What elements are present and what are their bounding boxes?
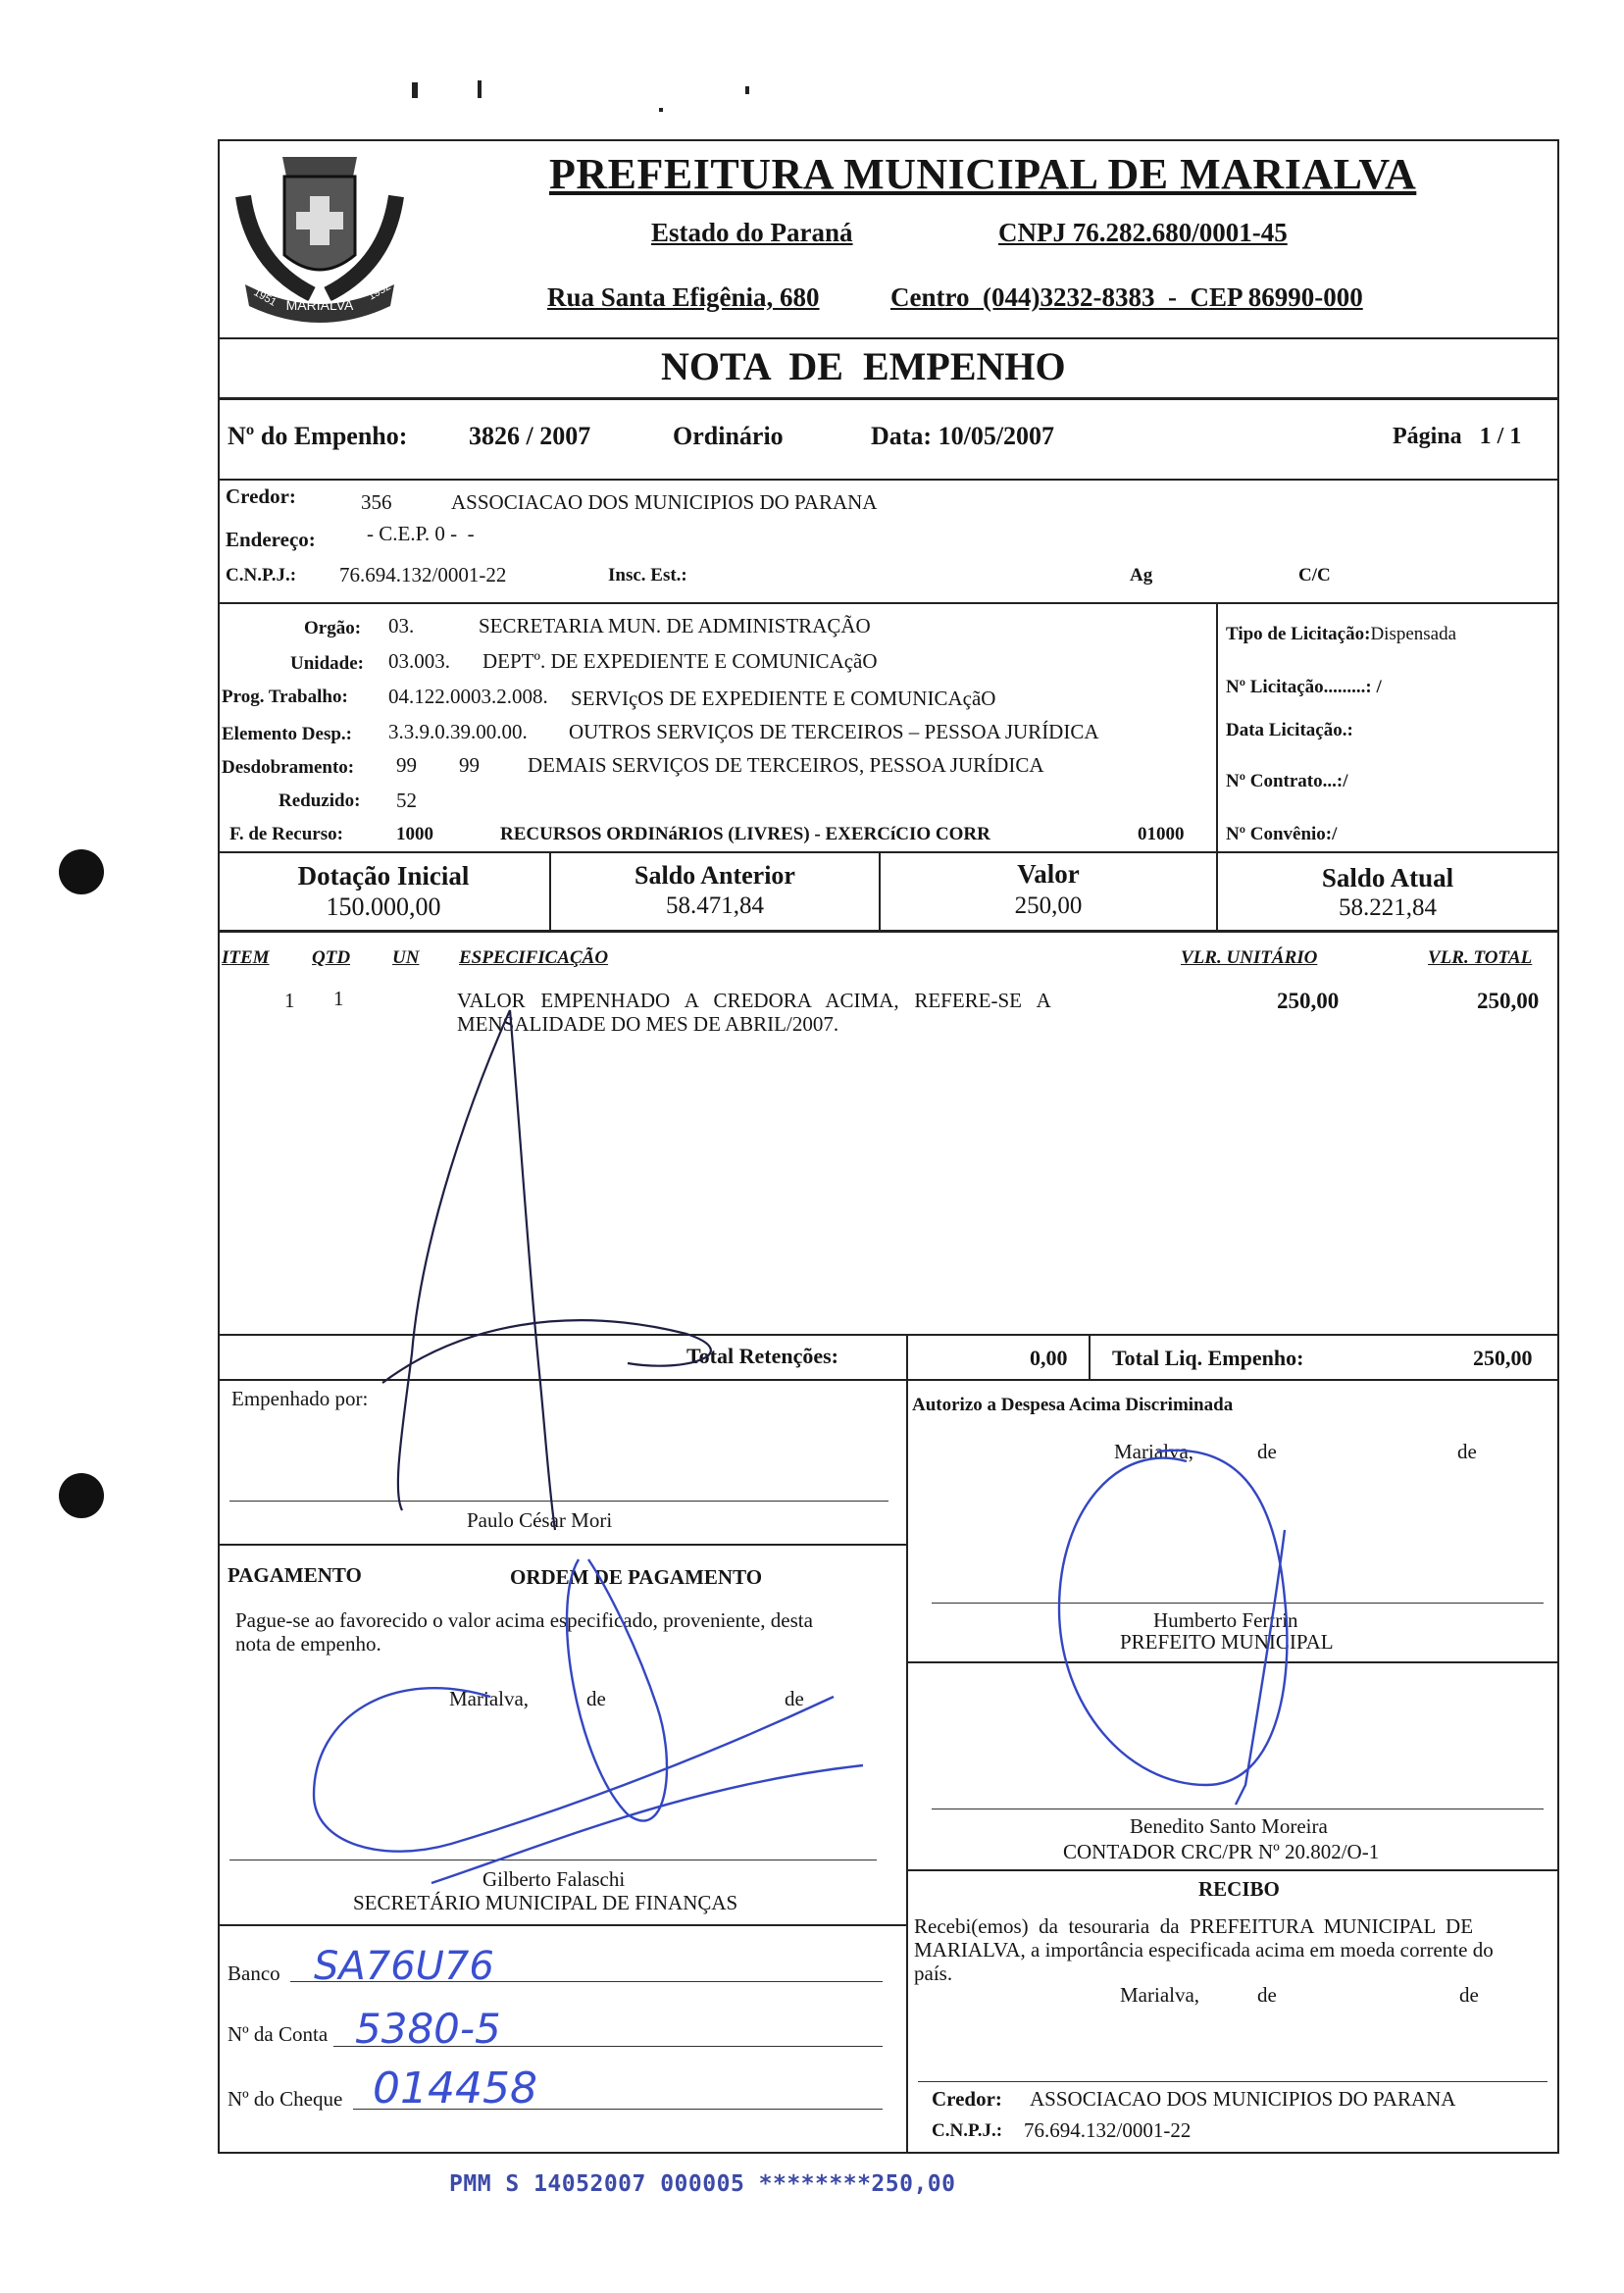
- cc-label: C/C: [1298, 565, 1331, 586]
- empenho-number: 3826 / 2007: [469, 422, 591, 450]
- recurso-label: F. de Recurso:: [229, 824, 343, 844]
- recibo-de1: de: [1257, 1983, 1277, 2007]
- autorizo-de1: de: [1257, 1440, 1277, 1463]
- recibo-title: RECIBO: [1198, 1877, 1280, 1901]
- payment-stamp: PMM S 14052007 000005 ********250,00: [449, 2171, 956, 2197]
- pagamento-label: PAGAMENTO: [228, 1563, 362, 1587]
- autorizo-de2: de: [1457, 1440, 1477, 1463]
- state-name: Estado do Paraná: [651, 218, 853, 247]
- recibo-de2: de: [1459, 1983, 1479, 2007]
- total-retencoes-value: 0,00: [1030, 1346, 1068, 1370]
- prog-desc: SERVIçOS DE EXPEDIENTE E COMUNICAçãO: [571, 687, 996, 710]
- autorizo-label: Autorizo a Despesa Acima Discriminada: [912, 1395, 1234, 1415]
- total-liq-value: 250,00: [1473, 1346, 1533, 1370]
- banco-label: Banco: [228, 1962, 280, 1985]
- orgao-code: 03.: [388, 614, 415, 637]
- empenhado-name: Paulo César Mori: [467, 1508, 613, 1532]
- col-item: ITEM: [222, 947, 270, 968]
- credor-name: ASSOCIACAO DOS MUNICIPIOS DO PARANA: [451, 490, 878, 514]
- elem-label: Elemento Desp.:: [222, 724, 352, 744]
- autorizo-place: Marialva,: [1114, 1440, 1194, 1463]
- recibo-cnpj-label: C.N.P.J.:: [932, 2120, 1003, 2141]
- item-unit-value: 250,00: [1277, 989, 1340, 1013]
- desd-code1: 99: [396, 753, 417, 777]
- saldo-atual-label: Saldo Atual: [1321, 863, 1454, 892]
- licitacao-numero: Nº Licitação.........: /: [1226, 677, 1382, 697]
- convenio-numero: Nº Convênio:/: [1226, 824, 1338, 844]
- contrato-numero: Nº Contrato...:/: [1226, 771, 1348, 791]
- secretario-signature: [314, 1559, 863, 1883]
- cheque-handwritten[interactable]: 014458: [373, 2064, 537, 2114]
- reduzido-value: 52: [396, 789, 417, 812]
- col-especificacao: ESPECIFICAÇÃO: [459, 947, 609, 968]
- contador-name: Benedito Santo Moreira: [1130, 1814, 1328, 1838]
- total-liq-label: Total Liq. Empenho:: [1112, 1346, 1304, 1370]
- recurso-desc: RECURSOS ORDINáRIOS (LIVRES) - EXERCíCIO CORR: [500, 824, 990, 844]
- cnpj-header: CNPJ 76.282.680/0001-45: [998, 218, 1288, 247]
- recibo-place: Marialva,: [1120, 1983, 1200, 2007]
- valor-label: Valor: [1017, 859, 1080, 889]
- col-vlr-total: VLR. TOTAL: [1428, 947, 1533, 968]
- desd-code2: 99: [459, 753, 480, 777]
- desd-label: Desdobramento:: [222, 757, 355, 778]
- empenho-date: Data: 10/05/2007: [871, 422, 1055, 450]
- cnpj-value: 76.694.132/0001-22: [339, 563, 507, 586]
- licitacao-data: Data Licitação.:: [1226, 720, 1353, 740]
- address-header: Rua Santa Efigênia, 680: [547, 282, 820, 312]
- elem-code: 3.3.9.0.39.00.00.: [388, 720, 528, 743]
- recibo-cnpj-value: 76.694.132/0001-22: [1024, 2118, 1192, 2142]
- credor-code: 356: [361, 490, 392, 514]
- licitacao-tipo-label: Tipo de Licitação:Dispensada: [1226, 624, 1457, 644]
- prog-label: Prog. Trabalho:: [222, 687, 348, 707]
- empenho-type: Ordinário: [673, 422, 784, 450]
- seal-year-right: 1952: [366, 280, 393, 303]
- pagamento-text-line1: Pague-se ao favorecido o valor acima especificado, proveniente, desta: [235, 1608, 813, 1632]
- col-un: UN: [392, 947, 420, 968]
- cheque-label: Nº do Cheque: [228, 2087, 343, 2111]
- pagamento-de1: de: [586, 1687, 606, 1710]
- reduzido-label: Reduzido:: [279, 790, 361, 811]
- municipality-title: PREFEITURA MUNICIPAL DE MARIALVA: [549, 150, 1417, 198]
- recurso-code: 1000: [396, 824, 433, 844]
- cnpj-label: C.N.P.J.:: [226, 565, 297, 586]
- contador-role: CONTADOR CRC/PR Nº 20.802/O-1: [1063, 1840, 1380, 1863]
- conta-label: Nº da Conta: [228, 2022, 329, 2046]
- col-vlr-unitario: VLR. UNITÁRIO: [1181, 947, 1318, 968]
- prefeito-signature: [1059, 1451, 1287, 1805]
- recibo-credor-name: ASSOCIACAO DOS MUNICIPIOS DO PARANA: [1030, 2087, 1456, 2111]
- conta-handwritten[interactable]: 5380-5: [355, 2005, 501, 2053]
- secretario-role: SECRETÁRIO MUNICIPAL DE FINANÇAS: [353, 1891, 738, 1914]
- dotacao-inicial-value: 150.000,00: [326, 892, 441, 921]
- address-label: Endereço:: [226, 528, 316, 551]
- pagamento-text-line2: nota de empenho.: [235, 1632, 381, 1656]
- item-qtd: 1: [333, 987, 344, 1010]
- unidade-code: 03.003.: [388, 649, 450, 673]
- ag-label: Ag: [1130, 565, 1153, 586]
- pagamento-de2: de: [785, 1687, 804, 1710]
- saldo-anterior-label: Saldo Anterior: [634, 861, 795, 890]
- address-value: - C.E.P. 0 - -: [367, 522, 475, 545]
- unidade-desc: DEPTº. DE EXPEDIENTE E COMUNICAçãO: [482, 649, 878, 673]
- empenhado-label: Empenhado por:: [231, 1387, 369, 1410]
- valor-value: 250,00: [1014, 892, 1083, 919]
- ordem-pagamento-title: ORDEM DE PAGAMENTO: [510, 1565, 763, 1589]
- orgao-label: Orgão:: [304, 618, 362, 638]
- document-title: NOTA DE EMPENHO: [661, 344, 1066, 388]
- total-retencoes-label: Total Retenções:: [686, 1344, 838, 1368]
- recurso-code2: 01000: [1138, 824, 1185, 844]
- secretario-name: Gilberto Falaschi: [482, 1867, 626, 1891]
- prefeito-role: PREFEITO MUNICIPAL: [1120, 1630, 1334, 1654]
- item-desc-line1: VALOR EMPENHADO A CREDORA ACIMA, REFERE-SE A: [457, 989, 1051, 1012]
- col-qtd: QTD: [312, 947, 351, 968]
- empenho-label: Nº do Empenho:: [228, 422, 408, 450]
- orgao-desc: SECRETARIA MUN. DE ADMINISTRAÇÃO: [479, 614, 871, 637]
- seal-ribbon-text: MARIALVA: [285, 297, 354, 313]
- prefeito-name: Humberto Fertrin: [1153, 1608, 1298, 1632]
- dotacao-inicial-label: Dotação Inicial: [297, 861, 470, 891]
- item-desc-line2: MENSALIDADE DO MES DE ABRIL/2007.: [457, 1012, 839, 1036]
- page-indicator: Página 1 / 1: [1393, 424, 1522, 449]
- pagamento-place: Marialva,: [449, 1687, 530, 1710]
- elem-desc: OUTROS SERVIÇOS DE TERCEIROS – PESSOA JURÍDICA: [569, 720, 1099, 743]
- unidade-label: Unidade:: [290, 653, 364, 674]
- item-total-value: 250,00: [1477, 989, 1540, 1013]
- item-number: 1: [284, 989, 295, 1012]
- saldo-atual-value: 58.221,84: [1339, 894, 1437, 921]
- banco-handwritten[interactable]: SA76U76: [314, 1944, 494, 1989]
- recibo-text-line2: MARIALVA, a importância especificada acima em moeda corrente do: [914, 1938, 1494, 1962]
- saldo-anterior-value: 58.471,84: [666, 892, 764, 919]
- seal-year-left: 1951: [251, 286, 279, 309]
- desd-desc: DEMAIS SERVIÇOS DE TERCEIROS, PESSOA JURÍDICA: [528, 753, 1044, 777]
- recibo-text-line3: país.: [914, 1962, 953, 1985]
- credor-label: Credor:: [226, 484, 296, 508]
- recibo-text-line1: Recebi(emos) da tesouraria da PREFEITURA MUNICIPAL DE: [914, 1914, 1474, 1938]
- recibo-credor-label: Credor:: [932, 2087, 1002, 2111]
- prog-code: 04.122.0003.2.008.: [388, 685, 548, 708]
- licitacao-tipo: Dispensada: [1370, 624, 1457, 644]
- contact-header: Centro (044)3232-8383 - CEP 86990-000: [890, 282, 1363, 312]
- empenhado-signature: [382, 1010, 711, 1530]
- insc-label: Insc. Est.:: [608, 565, 687, 586]
